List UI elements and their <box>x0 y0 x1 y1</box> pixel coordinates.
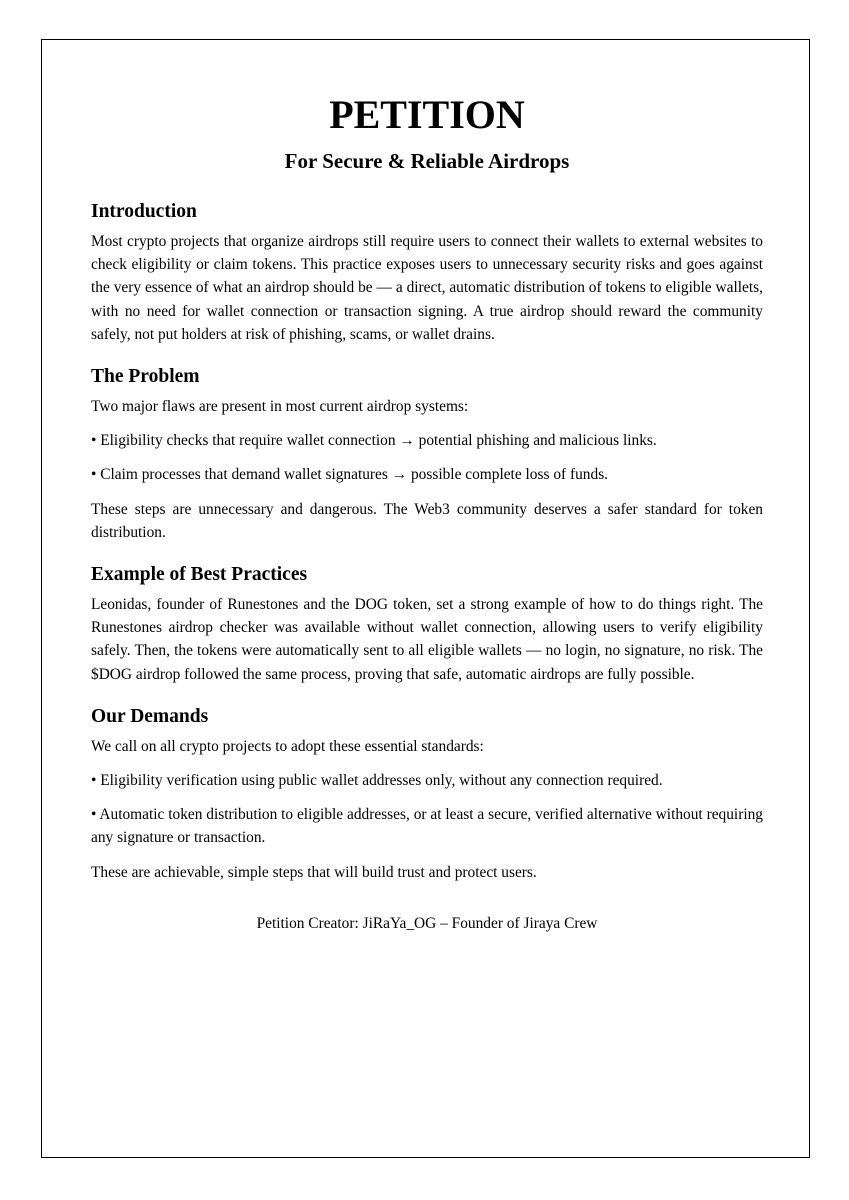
petition-creator-credit: Petition Creator: JiRaYa_OG – Founder of Jiraya Crew <box>256 914 598 932</box>
demands-bullet-1: • Eligibility verification using public wallet addresses only, without any connection required. <box>91 772 663 790</box>
section-heading-our-demands: Our Demands <box>91 705 209 727</box>
demands-intro-paragraph: We call on all crypto projects to adopt these essential standards: <box>91 737 484 755</box>
problem-bullet-1: • Eligibility checks that require wallet connection → potential phishing and malicious links. <box>91 432 657 450</box>
section-heading-the-problem: The Problem <box>91 366 200 388</box>
document-title: PETITION <box>329 92 525 137</box>
document-content <box>91 92 763 935</box>
problem-bullet-2: • Claim processes that demand wallet signatures → possible complete loss of funds. <box>91 466 609 484</box>
problem-conclusion-paragraph: These steps are unnecessary and dangerous. The Web3 community deserves a safer standard for token distribution. <box>91 500 763 541</box>
demands-conclusion-paragraph: These are achievable, simple steps that will build trust and protect users. <box>91 863 537 881</box>
best-practices-paragraph: Leonidas, founder of Runestones and the DOG token, set a strong example of how to do things right. The Runestones airdrop checker was available without wallet connection, allowing users to verify eligibility safely. Then, the tokens were automatically sent to all eligible wallets — no login, no signature, no risk. The $DOG airdrop followed the same process, proving that safe, automatic airdrops are fully possible. <box>91 596 763 683</box>
problem-intro-paragraph: Two major flaws are present in most current airdrop systems: <box>91 398 469 416</box>
document-page <box>41 39 810 1158</box>
section-heading-best-practices: Example of Best Practices <box>91 564 308 586</box>
demands-bullet-2: • Automatic token distribution to eligible addresses, or at least a secure, verified alternative without requiring any signature or transaction. <box>91 806 763 847</box>
introduction-paragraph: Most crypto projects that organize airdrops still require users to connect their wallets to external websites to check eligibility or claim tokens. This practice exposes users to unnecessary security risks and goes against the very essence of what an airdrop should be — a direct, automatic distribution of tokens to eligible wallets, with no need for wallet connection or transaction signing. A true airdrop should reward the community safely, not put holders at risk of phishing, scams, or wallet drains. <box>91 233 763 343</box>
document-subtitle: For Secure & Reliable Airdrops <box>284 149 570 173</box>
section-heading-introduction: Introduction <box>91 201 197 222</box>
